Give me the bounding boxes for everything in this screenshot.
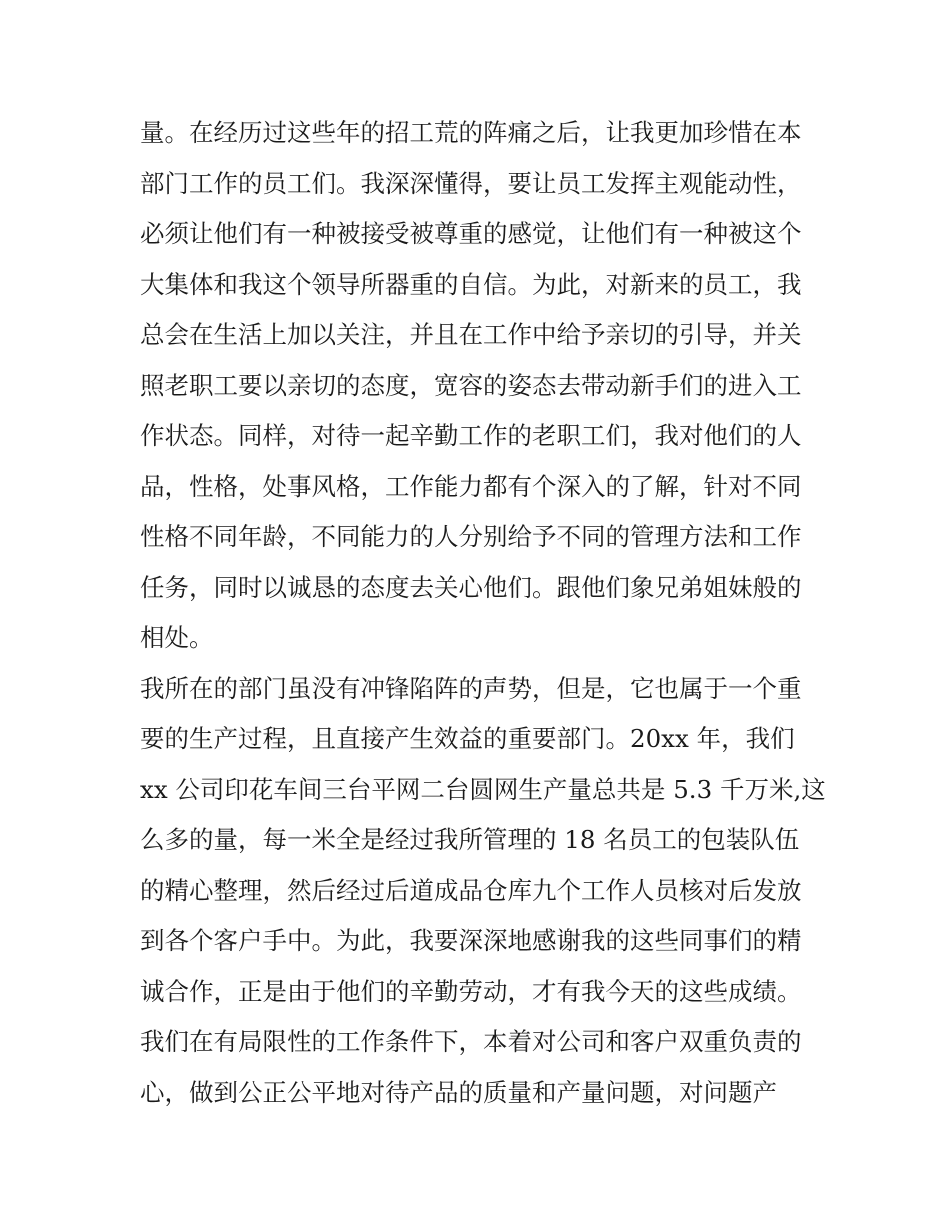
document-body [140, 108, 826, 1118]
text-line: 我们在有局限性的工作条件下，本着对公司和客户双重负责的 [140, 1027, 802, 1056]
text-line: 部门工作的员工们。我深深懂得，要让员工发挥主观能动性， [140, 168, 802, 198]
text-line: xx 公司印花车间三台平网二台圆网生产量总共是 5.3 千万米,这 [140, 774, 826, 804]
text-line: 诚合作，正是由于他们的辛勤劳动，才有我今天的这些成绩。 [140, 976, 802, 1006]
text-line: 总会在生活上加以关注，并且在工作中给予亲切的引导，并关 [140, 320, 802, 349]
text-line: 大集体和我这个领导所器重的自信。为此，对新来的员工，我 [140, 269, 802, 299]
text-line: 品，性格，处事风格，工作能力都有个深入的了解，针对不同 [140, 471, 802, 501]
text-line: 必须让他们有一种被接受被尊重的感觉，让他们有一种被这个 [140, 219, 802, 248]
text-line: 作状态。同样，对待一起辛勤工作的老职工们，我对他们的人 [140, 421, 802, 450]
text-line: 要的生产过程，且直接产生效益的重要部门。20xx 年，我们 [140, 724, 795, 753]
text-line: 照老职工要以亲切的态度，宽容的姿态去带动新手们的进入工 [140, 370, 802, 400]
text-line: 心，做到公正公平地对待产品的质量和产量问题，对问题产 [140, 1077, 777, 1107]
text-line: 相处。 [140, 623, 214, 652]
text-line: 性格不同年龄，不同能力的人分别给予不同的管理方法和工作 [140, 522, 802, 551]
text-line: 么多的量，每一米全是经过我所管理的 18 名员工的包装队伍 [140, 825, 800, 854]
text-line: 的精心整理，然后经过后道成品仓库九个工作人员核对后发放 [140, 875, 802, 905]
text-line: 我所在的部门虽没有冲锋陷阵的声势，但是，它也属于一个重 [140, 673, 802, 703]
text-line: 到各个客户手中。为此，我要深深地感谢我的这些同事们的精 [140, 926, 802, 955]
text-line: 任务，同时以诚恳的态度去关心他们。跟他们象兄弟姐妹般的 [140, 572, 802, 602]
text-line: 量。在经历过这些年的招工荒的阵痛之后，让我更加珍惜在本 [140, 118, 802, 147]
